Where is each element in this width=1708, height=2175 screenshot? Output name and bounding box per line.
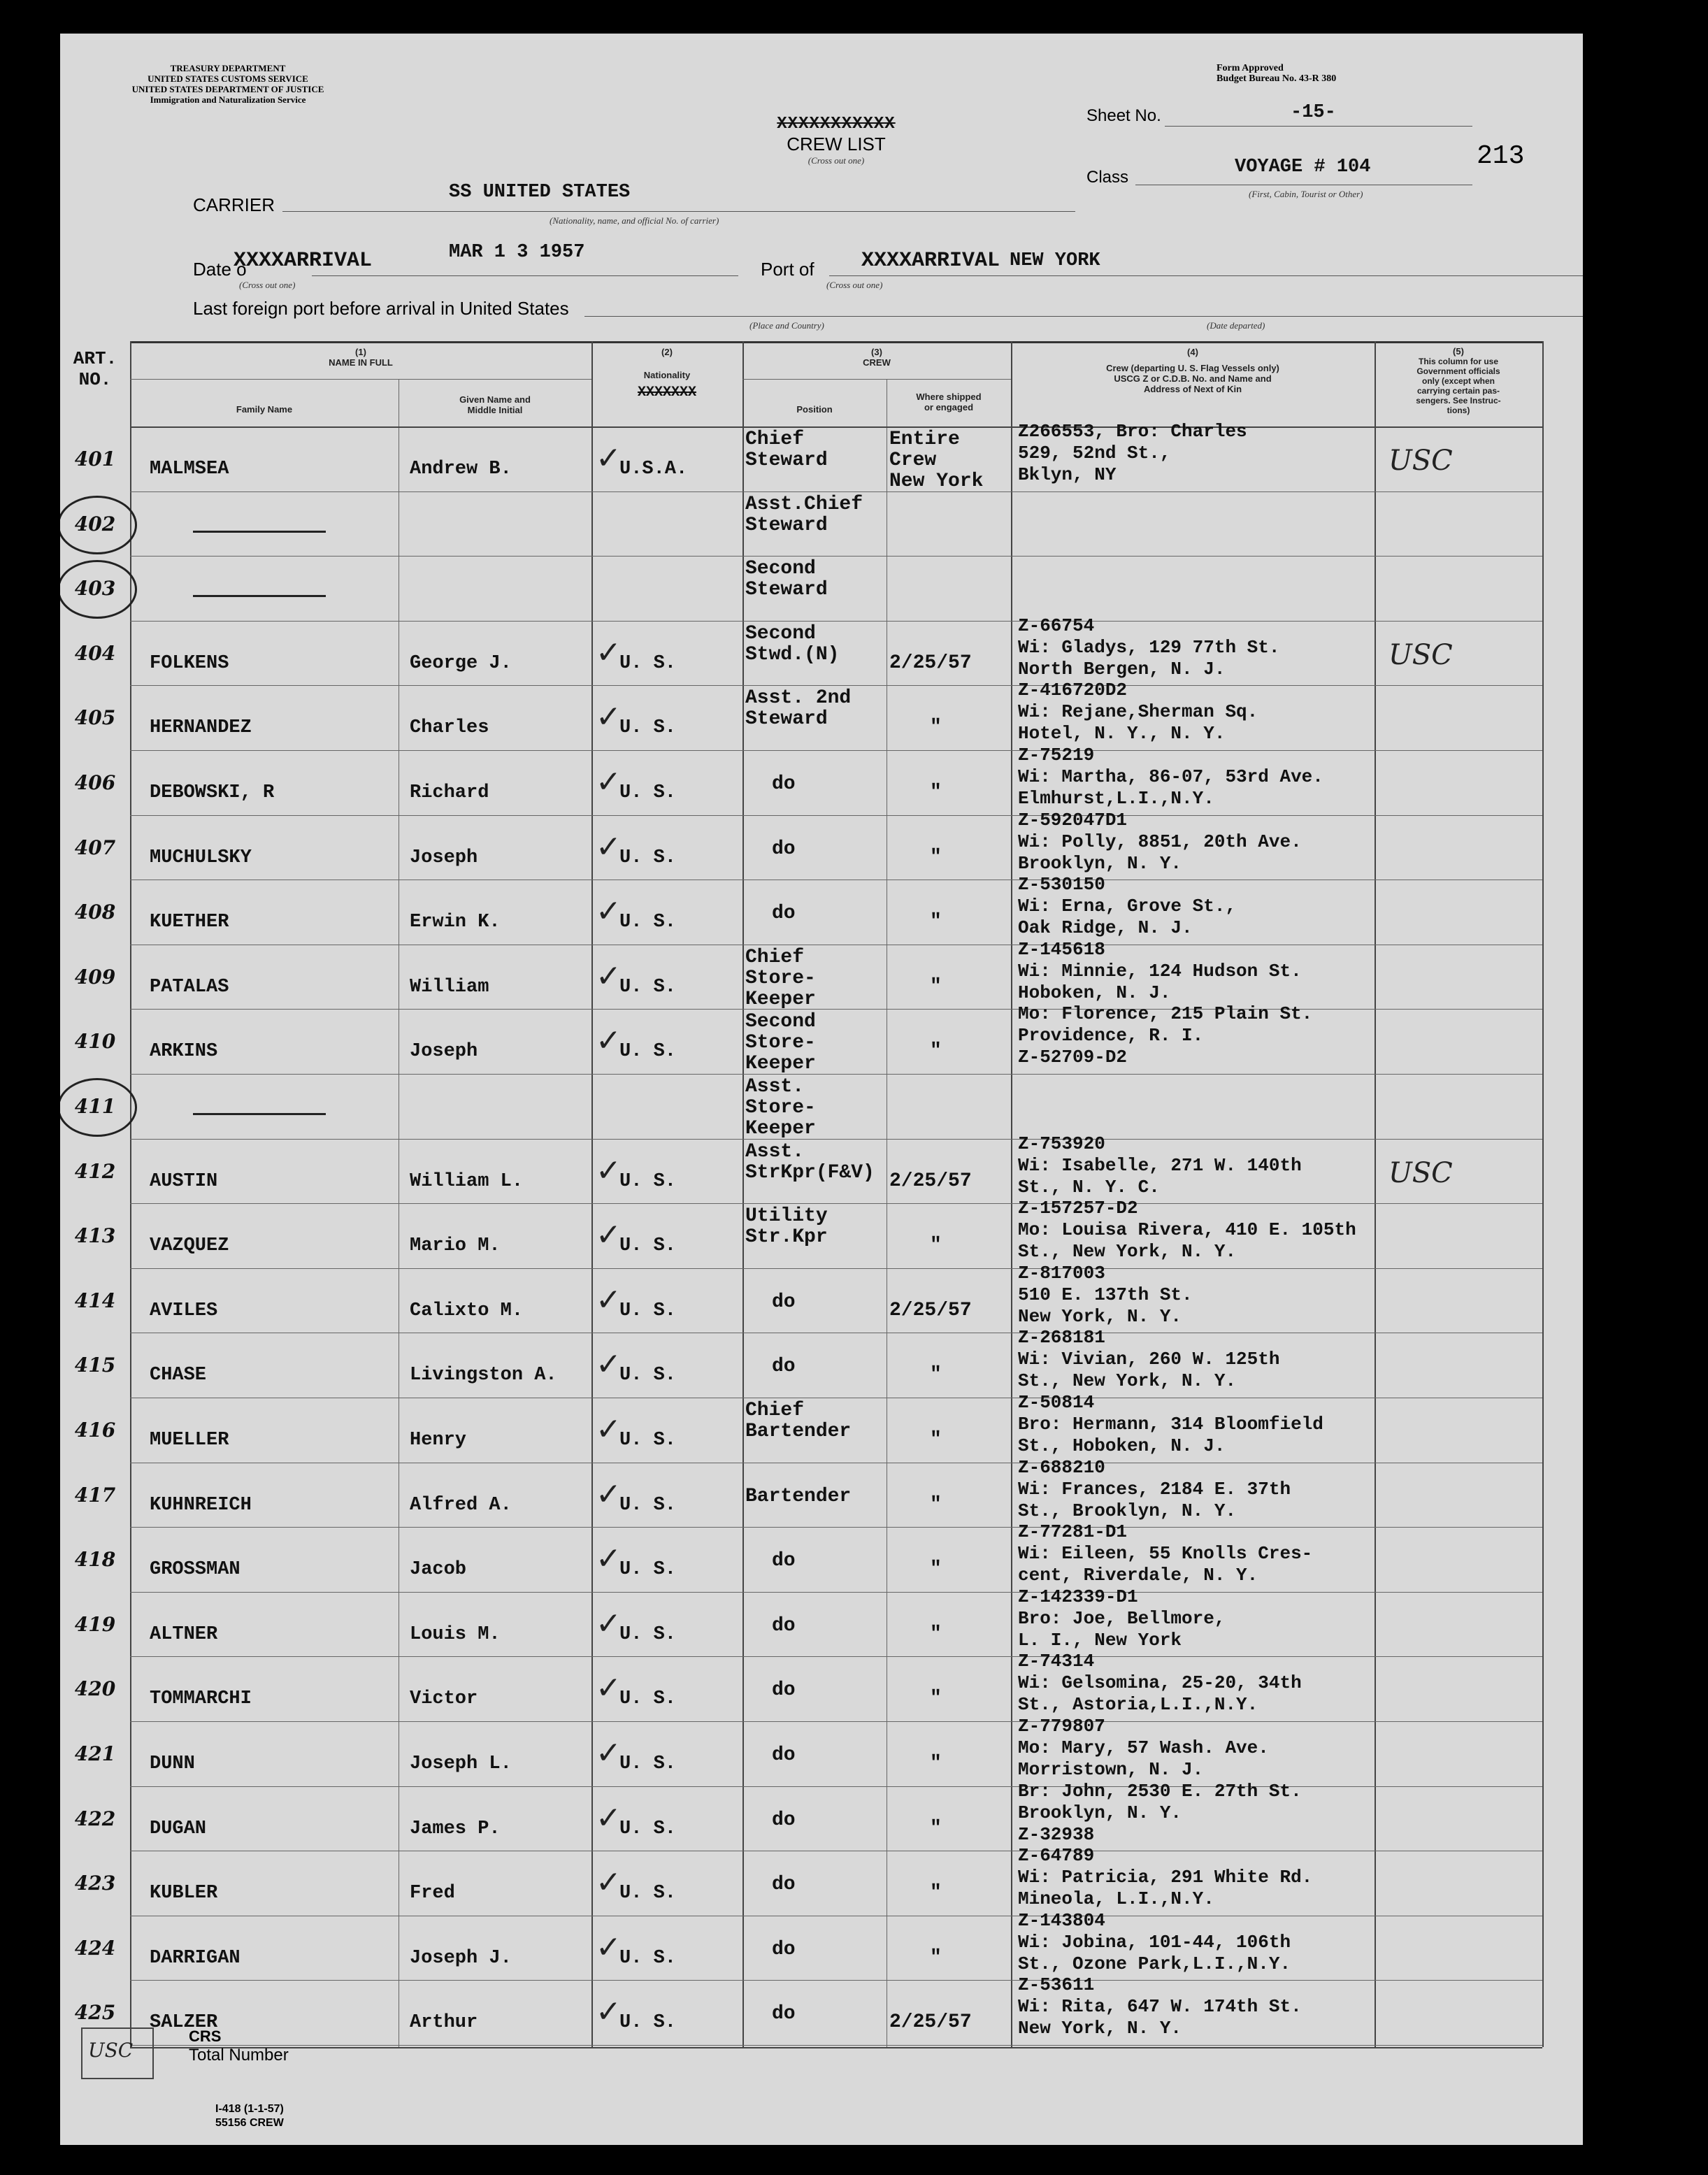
blank-dash	[193, 1113, 326, 1115]
port-type: XXXXARRIVAL	[861, 249, 1000, 273]
position: Asst. Store- Keeper	[745, 1076, 816, 1140]
art-number: 413	[74, 1224, 116, 1248]
checkmark-icon: ✓	[596, 1023, 622, 1059]
nationality-crossed: XXXXXXX	[637, 385, 696, 401]
next-of-kin: Z-779807 Mo: Mary, 57 Wash. Ave. Morristown, N. J.	[1018, 1716, 1269, 1780]
checkmark-icon: ✓	[596, 1412, 622, 1447]
given-name: Joseph	[410, 1041, 478, 1063]
position: do	[772, 2003, 796, 2025]
given-name: William L.	[410, 1170, 524, 1192]
given-name-line1: Given Name and	[459, 394, 531, 405]
col4-line1: Crew (departing U. S. Flag Vessels only)	[1106, 363, 1279, 373]
shipped-engaged: "	[930, 1753, 942, 1774]
position: Second Steward	[745, 558, 828, 601]
given-name: Richard	[410, 782, 489, 803]
gov-annotation: USC	[1388, 1156, 1453, 1189]
col1-header	[130, 347, 591, 368]
position: do	[772, 1874, 796, 1896]
nationality: U. S.	[619, 1430, 677, 1451]
col5-line2: Government officials	[1416, 366, 1500, 376]
family-name: PATALAS	[150, 976, 229, 998]
no-label: NO.	[78, 369, 112, 390]
position: do	[772, 838, 796, 860]
position: Asst. StrKpr(F&V)	[745, 1140, 875, 1184]
art-number: 411	[74, 1095, 116, 1118]
next-of-kin: Z-157257-D2 Mo: Louisa Rivera, 410 E. 105th St., New York, N. Y.	[1018, 1198, 1356, 1263]
row-divider	[130, 491, 1542, 492]
position: Asst.Chief Steward	[745, 493, 863, 536]
nationality: U. S.	[619, 1170, 677, 1192]
sheet-number: -15-	[1291, 102, 1336, 123]
shipped-engaged: 2/25/57	[889, 652, 972, 674]
art-number: 410	[74, 1030, 116, 1054]
art-number: 412	[74, 1159, 116, 1183]
checkmark-icon: ✓	[596, 1476, 622, 1512]
art-number: 419	[74, 1612, 116, 1636]
row-divider	[130, 750, 1542, 751]
shipped-engaged: "	[930, 911, 942, 933]
total-number-label: Total Number	[189, 2046, 289, 2065]
position: do	[772, 1938, 796, 1960]
given-name: Livingston A.	[410, 1365, 557, 1386]
given-name: Alfred A.	[410, 1494, 512, 1516]
family-name: DARRIGAN	[150, 1947, 241, 1969]
row-divider	[130, 1139, 1542, 1140]
family-name: KUETHER	[150, 912, 229, 933]
col5-header	[1375, 347, 1542, 415]
art-number: 418	[74, 1548, 116, 1572]
nationality: U. S.	[619, 1559, 677, 1581]
given-name-header	[399, 394, 591, 415]
art-number: 424	[74, 1936, 116, 1960]
row-divider	[130, 815, 1542, 816]
shipped-engaged: "	[930, 1946, 942, 1969]
gov-annotation: USC	[1388, 638, 1453, 671]
shipped-engaged: "	[930, 1040, 942, 1063]
nationality: U. S.	[619, 1494, 677, 1516]
agency-line-3: UNITED STATES DEPARTMENT OF JUSTICE	[131, 84, 324, 94]
family-name: DUNN	[150, 1753, 195, 1774]
position: do	[772, 1809, 796, 1831]
shipped-line2: or engaged	[924, 402, 974, 412]
nationality-header	[591, 347, 742, 401]
col4-line3: Address of Next of Kin	[1143, 384, 1242, 394]
family-name: HERNANDEZ	[150, 717, 252, 739]
next-of-kin: Z-530150 Wi: Erna, Grove St., Oak Ridge, N. J.	[1018, 874, 1237, 939]
given-name: Charles	[410, 717, 489, 739]
checkmark-icon: ✓	[596, 1994, 622, 2030]
col5-line3: only (except when	[1421, 376, 1495, 386]
row-divider	[130, 1592, 1542, 1593]
family-name: CHASE	[150, 1365, 207, 1386]
place-note: (Place and Country)	[749, 320, 824, 331]
checkmark-icon: ✓	[596, 1670, 622, 1707]
family-name: FOLKENS	[150, 652, 229, 674]
position: do	[772, 1679, 796, 1702]
shipped-engaged: "	[930, 1688, 942, 1710]
art-number-circle	[60, 560, 137, 619]
next-of-kin: Z266553, Bro: Charles 529, 52nd St., Bklyn, NY	[1018, 421, 1247, 485]
nationality: U. S.	[619, 2012, 677, 2034]
checkmark-icon: ✓	[596, 1800, 622, 1836]
checkmark-icon: ✓	[596, 1541, 622, 1577]
family-name: KUHNREICH	[150, 1494, 252, 1516]
usc-box	[81, 2027, 154, 2079]
carrier-note: (Nationality, name, and official No. of carrier)	[550, 215, 719, 226]
family-name: MUCHULSKY	[150, 847, 252, 868]
art-number: 414	[74, 1289, 116, 1312]
col5-num: (5)	[1453, 346, 1464, 357]
checkmark-icon: ✓	[596, 958, 622, 994]
shipped-engaged: "	[930, 1429, 942, 1451]
shipped-engaged: "	[930, 1558, 942, 1581]
family-name-header: Family Name	[236, 404, 293, 415]
next-of-kin: Z-77281-D1 Wi: Eileen, 55 Knolls Cres- cent, Riverdale, N. Y.	[1018, 1521, 1313, 1586]
budget-bureau-text: Budget Bureau No. 43-R 380	[1217, 73, 1337, 84]
given-name-line2: Middle Initial	[467, 405, 523, 415]
checkmark-icon: ✓	[596, 764, 622, 800]
row-divider	[130, 1980, 1542, 1981]
art-number: 408	[74, 900, 116, 924]
art-number: 401	[74, 447, 116, 471]
shipped-engaged: "	[930, 1364, 942, 1386]
date-note: (Cross out one)	[239, 280, 296, 290]
blank-dash	[193, 595, 326, 597]
next-of-kin: Z-143804 Wi: Jobina, 101-44, 106th St., Ozone Park,L.I.,N.Y.	[1018, 1909, 1291, 1974]
art-number: 402	[74, 512, 116, 536]
nationality: U. S.	[619, 652, 677, 674]
col2-num: (2)	[661, 347, 673, 357]
class-label: Class	[1086, 168, 1129, 187]
art-number: 403	[74, 577, 116, 601]
blank-dash	[193, 531, 326, 533]
given-name: Henry	[410, 1430, 467, 1451]
given-name: James P.	[410, 1818, 501, 1839]
shipped-engaged: "	[930, 975, 942, 998]
date-label: Date o	[193, 259, 247, 280]
nationality: U. S.	[619, 1041, 677, 1063]
shipped-engaged: "	[930, 1882, 942, 1904]
position: Second Stwd.(N)	[745, 622, 840, 666]
row-divider	[130, 1527, 1542, 1528]
class-note: (First, Cabin, Tourist or Other)	[1249, 189, 1363, 199]
given-name: Mario M.	[410, 1235, 501, 1257]
shipped-line1: Where shipped	[916, 392, 982, 402]
position: Chief Store- Keeper	[745, 946, 816, 1010]
next-of-kin: Z-268181 Wi: Vivian, 260 W. 125th St., New York, N. Y.	[1018, 1327, 1280, 1392]
crs-label: CRS	[189, 2027, 222, 2045]
next-of-kin: Z-74314 Wi: Gelsomina, 25-20, 34th St., Astoria,L.I.,N.Y.	[1018, 1651, 1302, 1716]
next-of-kin: Z-145618 Wi: Minnie, 124 Hudson St. Hoboken, N. J.	[1018, 938, 1302, 1003]
carrier-label: CARRIER	[193, 194, 275, 215]
position: do	[772, 1614, 796, 1637]
given-name: Erwin K.	[410, 912, 501, 933]
shipped-header	[887, 392, 1011, 412]
next-of-kin: Z-50814 Bro: Hermann, 314 Bloomfield St., Hoboken, N. J.	[1018, 1392, 1323, 1456]
col4-header	[1011, 347, 1375, 394]
family-name: SALZER	[150, 2012, 218, 2034]
row-divider	[130, 1268, 1542, 1269]
given-name: Calixto M.	[410, 1300, 524, 1321]
checkmark-icon: ✓	[596, 1152, 622, 1189]
port-label: Port of	[761, 259, 814, 280]
art-number: 406	[74, 771, 116, 794]
nationality: U. S.	[619, 1947, 677, 1969]
checkmark-icon: ✓	[596, 634, 622, 670]
art-number: 409	[74, 965, 116, 989]
last-port-label: Last foreign port before arrival in United States	[193, 298, 569, 319]
position: do	[772, 1356, 796, 1378]
shipped-engaged: 2/25/57	[889, 1170, 972, 1192]
position: Asst. 2nd Steward	[745, 687, 852, 731]
shipped-engaged: "	[930, 1493, 942, 1516]
art-label: ART.	[73, 348, 117, 369]
nationality: U. S.	[619, 847, 677, 868]
art-number: 423	[74, 1872, 116, 1895]
agency-line-1: TREASURY DEPARTMENT	[170, 63, 286, 73]
position: do	[772, 773, 796, 795]
next-of-kin: Z-66754 Wi: Gladys, 129 77th St. North Bergen, N. J.	[1018, 615, 1280, 680]
nationality: U. S.	[619, 1883, 677, 1904]
art-number: 405	[74, 706, 116, 730]
given-name: Joseph J.	[410, 1947, 512, 1969]
shipped-engaged: 2/25/57	[889, 2011, 972, 2034]
given-name: Victor	[410, 1688, 478, 1710]
page-title: CREW LIST	[787, 134, 886, 155]
form-approved-text: Form Approved	[1217, 63, 1284, 73]
position: do	[772, 1744, 796, 1766]
art-no-header	[60, 348, 130, 390]
page-stamp: 213	[1477, 141, 1525, 171]
checkmark-icon: ✓	[596, 440, 622, 476]
row-divider	[130, 1009, 1542, 1010]
given-name: Arthur	[410, 2012, 478, 2034]
col5-line1: This column for use	[1418, 357, 1498, 366]
family-name: MUELLER	[150, 1430, 229, 1451]
nationality: U. S.	[619, 1235, 677, 1257]
nationality: U. S.	[619, 717, 677, 739]
given-name: Joseph	[410, 847, 478, 868]
family-name: KUBLER	[150, 1883, 218, 1904]
family-name: DUGAN	[150, 1818, 207, 1839]
row-divider	[130, 1656, 1542, 1657]
col1-title: NAME IN FULL	[329, 357, 393, 368]
date-departed-note: (Date departed)	[1207, 320, 1265, 331]
form-code: 55156 CREW	[215, 2117, 284, 2129]
arrival-word: XXXXARRIVAL	[234, 249, 373, 273]
checkmark-icon: ✓	[596, 1735, 622, 1771]
family-name: TOMMARCHI	[150, 1688, 252, 1710]
next-of-kin: Z-416720D2 Wi: Rejane,Sherman Sq. Hotel, N. Y., N. Y.	[1018, 680, 1258, 745]
title-note: (Cross out one)	[808, 155, 865, 166]
given-name: Jacob	[410, 1559, 467, 1581]
crew-list-form	[60, 34, 1583, 2145]
nationality: U. S.	[619, 1300, 677, 1321]
next-of-kin: Z-53611 Wi: Rita, 647 W. 174th St. New York, N. Y.	[1018, 1974, 1302, 2039]
checkmark-icon: ✓	[596, 1347, 622, 1383]
position: Second Store- Keeper	[745, 1011, 816, 1075]
row-divider	[130, 1721, 1542, 1722]
shipped-engaged: "	[930, 782, 942, 803]
shipped-engaged: 2/25/57	[889, 1299, 972, 1321]
given-name: Louis M.	[410, 1623, 501, 1645]
nationality: U. S.	[619, 782, 677, 803]
agency-header	[60, 63, 396, 105]
shipped-engaged: "	[930, 717, 942, 739]
given-name: Fred	[410, 1883, 455, 1904]
art-number: 404	[74, 641, 116, 665]
art-number: 416	[74, 1419, 116, 1442]
position: Bartender	[745, 1485, 852, 1507]
art-number: 421	[74, 1742, 116, 1765]
given-name: George J.	[410, 652, 512, 674]
date-value: MAR 1 3 1957	[449, 242, 585, 263]
nationality: U.S.A.	[619, 459, 688, 480]
position: Chief Steward	[745, 429, 828, 471]
position: Chief Bartender	[745, 1400, 852, 1442]
given-name: Joseph L.	[410, 1753, 512, 1774]
crew-label: CREW	[863, 357, 891, 368]
family-name: GROSSMAN	[150, 1559, 241, 1581]
checkmark-icon: ✓	[596, 1217, 622, 1254]
shipped-engaged: "	[930, 1623, 942, 1645]
next-of-kin: Z-817003 510 E. 137th St. New York, N. Y.	[1018, 1262, 1193, 1327]
family-name: DEBOWSKI, R	[150, 782, 275, 803]
port-note: (Cross out one)	[826, 280, 883, 290]
position-header: Position	[796, 404, 833, 415]
shipped-engaged: "	[930, 1235, 942, 1257]
col1-num: (1)	[355, 347, 366, 357]
position: Utility Str.Kpr	[745, 1205, 828, 1249]
crossed-out-title: XXXXXXXXXXX	[777, 115, 896, 134]
position: do	[772, 903, 796, 925]
next-of-kin: Br: John, 2530 E. 27th St. Brooklyn, N. Y. Z-32938	[1018, 1780, 1302, 1845]
given-name: Andrew B.	[410, 459, 512, 480]
checkmark-icon: ✓	[596, 1605, 622, 1642]
nationality: U. S.	[619, 1753, 677, 1774]
art-number: 420	[74, 1677, 116, 1701]
family-name: AUSTIN	[150, 1170, 218, 1192]
col3-num: (3)	[871, 347, 882, 357]
next-of-kin: Mo: Florence, 215 Plain St. Providence, R. I. Z-52709-D2	[1018, 1003, 1313, 1068]
gov-annotation: USC	[1388, 445, 1453, 477]
art-number: 417	[74, 1483, 116, 1507]
art-number: 425	[74, 2001, 116, 2025]
next-of-kin: Z-142339-D1 Bro: Joe, Bellmore, L. I., New York	[1018, 1586, 1226, 1651]
family-name: ARKINS	[150, 1041, 218, 1063]
checkmark-icon: ✓	[596, 1865, 622, 1901]
checkmark-icon: ✓	[596, 1282, 622, 1318]
crew-header	[742, 347, 1011, 368]
nationality: U. S.	[619, 976, 677, 998]
checkmark-icon: ✓	[596, 699, 622, 735]
given-name: William	[410, 976, 489, 998]
next-of-kin: Z-592047D1 Wi: Polly, 8851, 20th Ave. Brooklyn, N. Y.	[1018, 809, 1302, 874]
shipped-engaged: "	[930, 846, 942, 868]
family-name: MALMSEA	[150, 459, 229, 480]
sheet-label: Sheet No.	[1086, 106, 1161, 125]
col4-num: (4)	[1187, 347, 1198, 357]
art-number: 415	[74, 1354, 116, 1377]
port-value: NEW YORK	[1010, 250, 1100, 271]
art-number: 407	[74, 835, 116, 859]
row-divider	[130, 621, 1542, 622]
next-of-kin: Z-64789 Wi: Patricia, 291 White Rd. Mineola, L.I.,N.Y.	[1018, 1845, 1313, 1910]
title-block	[710, 115, 962, 166]
nationality: U. S.	[619, 912, 677, 933]
form-approved	[1217, 63, 1336, 84]
row-divider	[130, 556, 1542, 557]
family-name: VAZQUEZ	[150, 1235, 229, 1257]
art-number-circle	[60, 1078, 137, 1137]
nationality: U. S.	[619, 1623, 677, 1645]
row-divider	[130, 1786, 1542, 1787]
usc-box-text: USC	[88, 2039, 134, 2062]
nationality: U. S.	[619, 1688, 677, 1710]
family-name: ALTNER	[150, 1623, 218, 1645]
voyage-value: VOYAGE # 104	[1235, 157, 1371, 178]
position: do	[772, 1550, 796, 1572]
family-name: AVILES	[150, 1300, 218, 1321]
form-number: I-418 (1-1-57)	[215, 2103, 284, 2115]
next-of-kin: Z-688210 Wi: Frances, 2184 E. 37th St., Brooklyn, N. Y.	[1018, 1456, 1291, 1521]
row-divider	[130, 2045, 1542, 2046]
shipped-engaged: "	[930, 1817, 942, 1839]
checkmark-icon: ✓	[596, 893, 622, 930]
row-divider	[130, 685, 1542, 686]
col4-line2: USCG Z or C.D.B. No. and Name and	[1114, 373, 1272, 384]
shipped-engaged: Entire Crew New York	[889, 429, 984, 492]
col5-line4: carrying certain pas-	[1416, 386, 1500, 396]
position: do	[772, 1291, 796, 1313]
row-divider	[130, 1074, 1542, 1075]
col5-line6: tions)	[1447, 405, 1470, 415]
nationality: U. S.	[619, 1818, 677, 1839]
next-of-kin: Z-75219 Wi: Martha, 86-07, 53rd Ave. Elmhurst,L.I.,N.Y.	[1018, 745, 1323, 809]
col5-line5: sengers. See Instruc-	[1416, 396, 1501, 405]
checkmark-icon: ✓	[596, 828, 622, 865]
nationality: U. S.	[619, 1365, 677, 1386]
art-number: 422	[74, 1807, 116, 1830]
next-of-kin: Z-753920 Wi: Isabelle, 271 W. 140th St., N. Y. C.	[1018, 1133, 1302, 1198]
agency-line-2: UNITED STATES CUSTOMS SERVICE	[148, 73, 308, 84]
carrier-value: SS UNITED STATES	[449, 182, 631, 203]
art-number-circle	[60, 496, 137, 554]
checkmark-icon: ✓	[596, 1929, 622, 1965]
nationality-label: Nationality	[643, 370, 691, 380]
agency-line-4: Immigration and Naturalization Service	[150, 94, 306, 105]
